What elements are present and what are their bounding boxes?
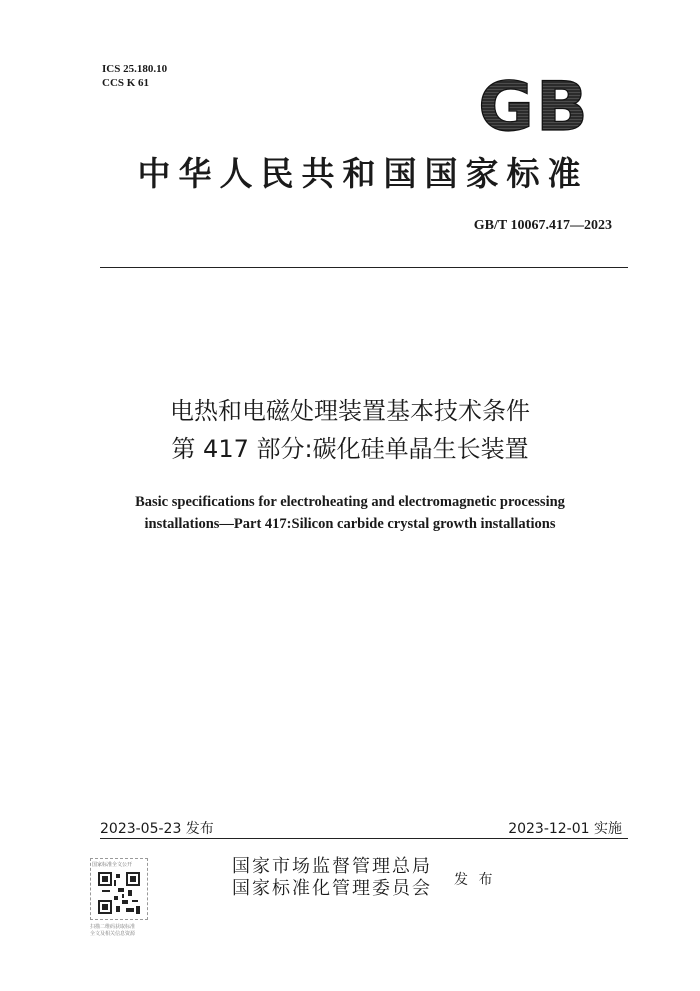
english-title-line-2: installations—Part 417:Silicon carbide crystal growth installations — [144, 516, 556, 532]
ccs-code: CCS K 61 — [102, 77, 150, 89]
gb-logo-text: GB — [478, 76, 590, 136]
standard-number: GB/T 10067.417—2023 — [473, 218, 612, 233]
qr-code-icon — [98, 872, 140, 914]
national-standard-title: 中华人民共和国国家标准 — [137, 154, 589, 193]
header-divider — [100, 267, 628, 268]
issuing-authorities — [232, 856, 432, 900]
issuer-sac: 国家标准化管理委员会 — [232, 878, 432, 899]
ics-code: ICS 25.180.10 — [102, 63, 168, 75]
gb-logo — [466, 76, 602, 136]
qr-note-line-1: 扫描二维码获取标准 — [90, 924, 136, 930]
chinese-title — [100, 392, 600, 468]
issuer-samr: 国家市场监督管理总局 — [232, 856, 432, 877]
qr-caption: 国家标准全文公开 — [92, 862, 133, 868]
chinese-title-line-2: 第 417 部分:碳化硅单晶生长装置 — [171, 435, 529, 463]
english-title — [90, 491, 610, 535]
issue-date: 2023-05-23 发布 — [100, 821, 214, 837]
classification-codes — [102, 62, 167, 90]
qr-note — [90, 924, 135, 938]
footer-divider — [100, 838, 628, 839]
publish-label: 发 布 — [454, 872, 496, 888]
english-title-line-1: Basic specifications for electroheating and electromagnetic processing — [135, 494, 565, 510]
qr-note-line-2: 全文及相关信息资源 — [90, 931, 136, 937]
chinese-title-line-1: 电热和电磁处理装置基本技术条件 — [170, 397, 530, 425]
implementation-date: 2023-12-01 实施 — [508, 821, 622, 837]
